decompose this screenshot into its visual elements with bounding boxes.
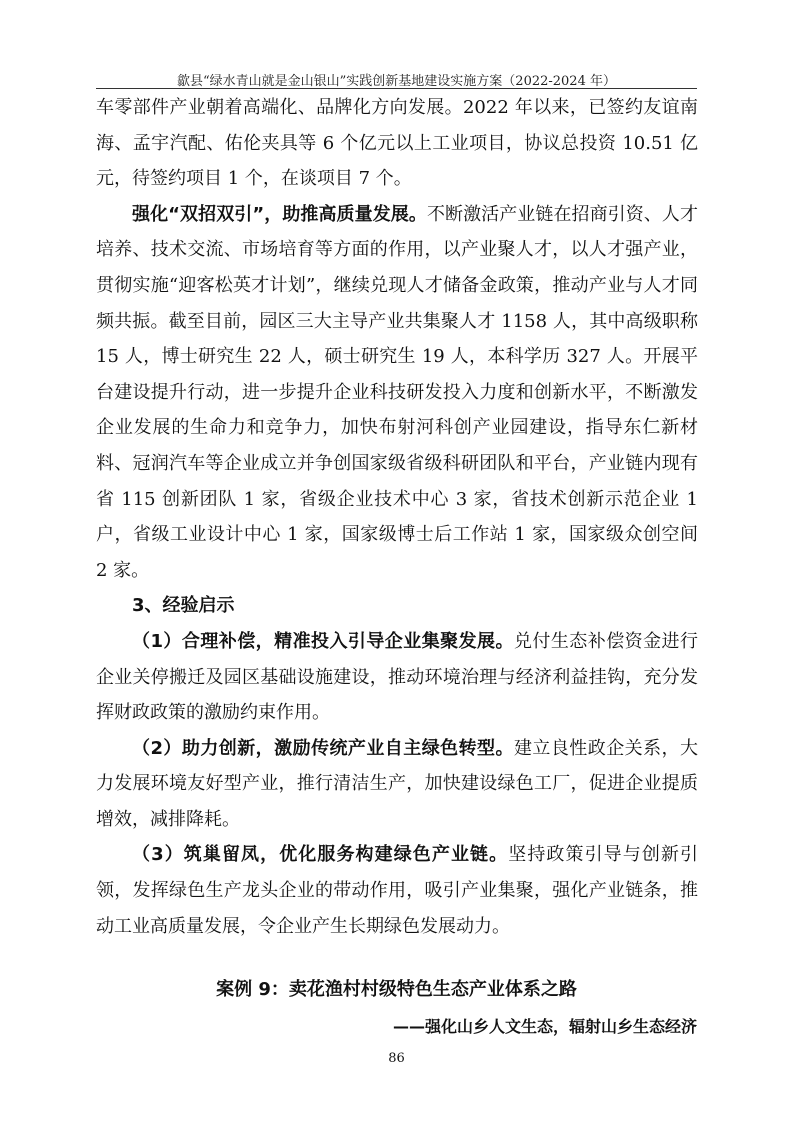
item-lead: （1）合理补偿，精准投入引导企业集聚发展。: [132, 630, 514, 652]
page-number: 86: [388, 1051, 405, 1066]
item-lead: （2）助力创新，激励传统产业自主绿色转型。: [132, 737, 514, 759]
running-header: 歙县“绿水青山就是金山银山”实践创新基地建设实施方案（2022-2024 年）: [177, 74, 616, 89]
case-subtitle: ——强化山乡人文生态，辐射山乡生态经济: [392, 1017, 697, 1036]
paragraph-item-2: [96, 731, 698, 838]
paragraph-auto-parts: 车零部件产业朝着高端化、品牌化方向发展。2022 年以来，已签约友谊南海、孟宇汽配、佑伦夹具等 6 个亿元以上工业项目，协议总投资 10.51 亿元，待签约项目 1 个，在谈项目 7 个。: [96, 97, 698, 190]
item-body: 建立良性政企关系，大力发展环境友好型产业，推行清洁生产，加快建设绿色工厂，促进企业提质增效，减排降耗。: [96, 737, 698, 830]
section-heading-experience: 3、经验启示: [132, 595, 235, 617]
item-lead: （3）筑巢留凤，优化服务构建绿色产业链。: [132, 844, 509, 866]
case-title: 案例 9：卖花渔村村级特色生态产业体系之路: [216, 979, 577, 1000]
item-body: 坚持政策引导与创新引领，发挥绿色生产龙头企业的带动作用，吸引产业集聚，强化产业链条，推动工业高质量发展，令企业产生长期绿色发展动力。: [96, 844, 698, 937]
main-content: [96, 90, 698, 944]
item-body: 兑付生态补偿资金进行企业关停搬迁及园区基础设施建设，推动环境治理与经济利益挂钩，充分发挥财政政策的激励约束作用。: [96, 630, 698, 724]
paragraph-body: 不断激活产业链在招商引资、人才培养、技术交流、市场培育等方面的作用，以产业聚人才，以人才强产业，贯彻实施“迎客松英才计划”，继续兑现人才储备金政策，推动产业与人才同频共振。截至目前，园区三大主导产业共集聚人才 1158 人，其中高级职称 15 人，博士研究生 22 人，硕士研究生 19 人，本科学历 327 人。开展平台建设提升行动，进一步提升企业科技研发投入力度和创新水平，不断激发企业发展的生命力和竞争力，加快布射河科创产业园建设，指导东仁新材料、冠润汽车等企业成立并争创国家级省级科研团队和平台，产业链内现有省 115 创新团队 1 家，省级企业技术中心 3 家，省技术创新示范企业 1 户，省级工业设计中心 1 家，国家级博士后工作站 1 家，国家级众创空间 2 家。: [96, 203, 698, 581]
paragraph-lead: 强化“双招双引”，助推高质量发展。: [132, 203, 427, 225]
paragraph-item-1: [96, 624, 698, 731]
paragraph-talent: [96, 197, 698, 589]
header-divider: [96, 88, 697, 89]
paragraph-item-3: [96, 837, 698, 944]
